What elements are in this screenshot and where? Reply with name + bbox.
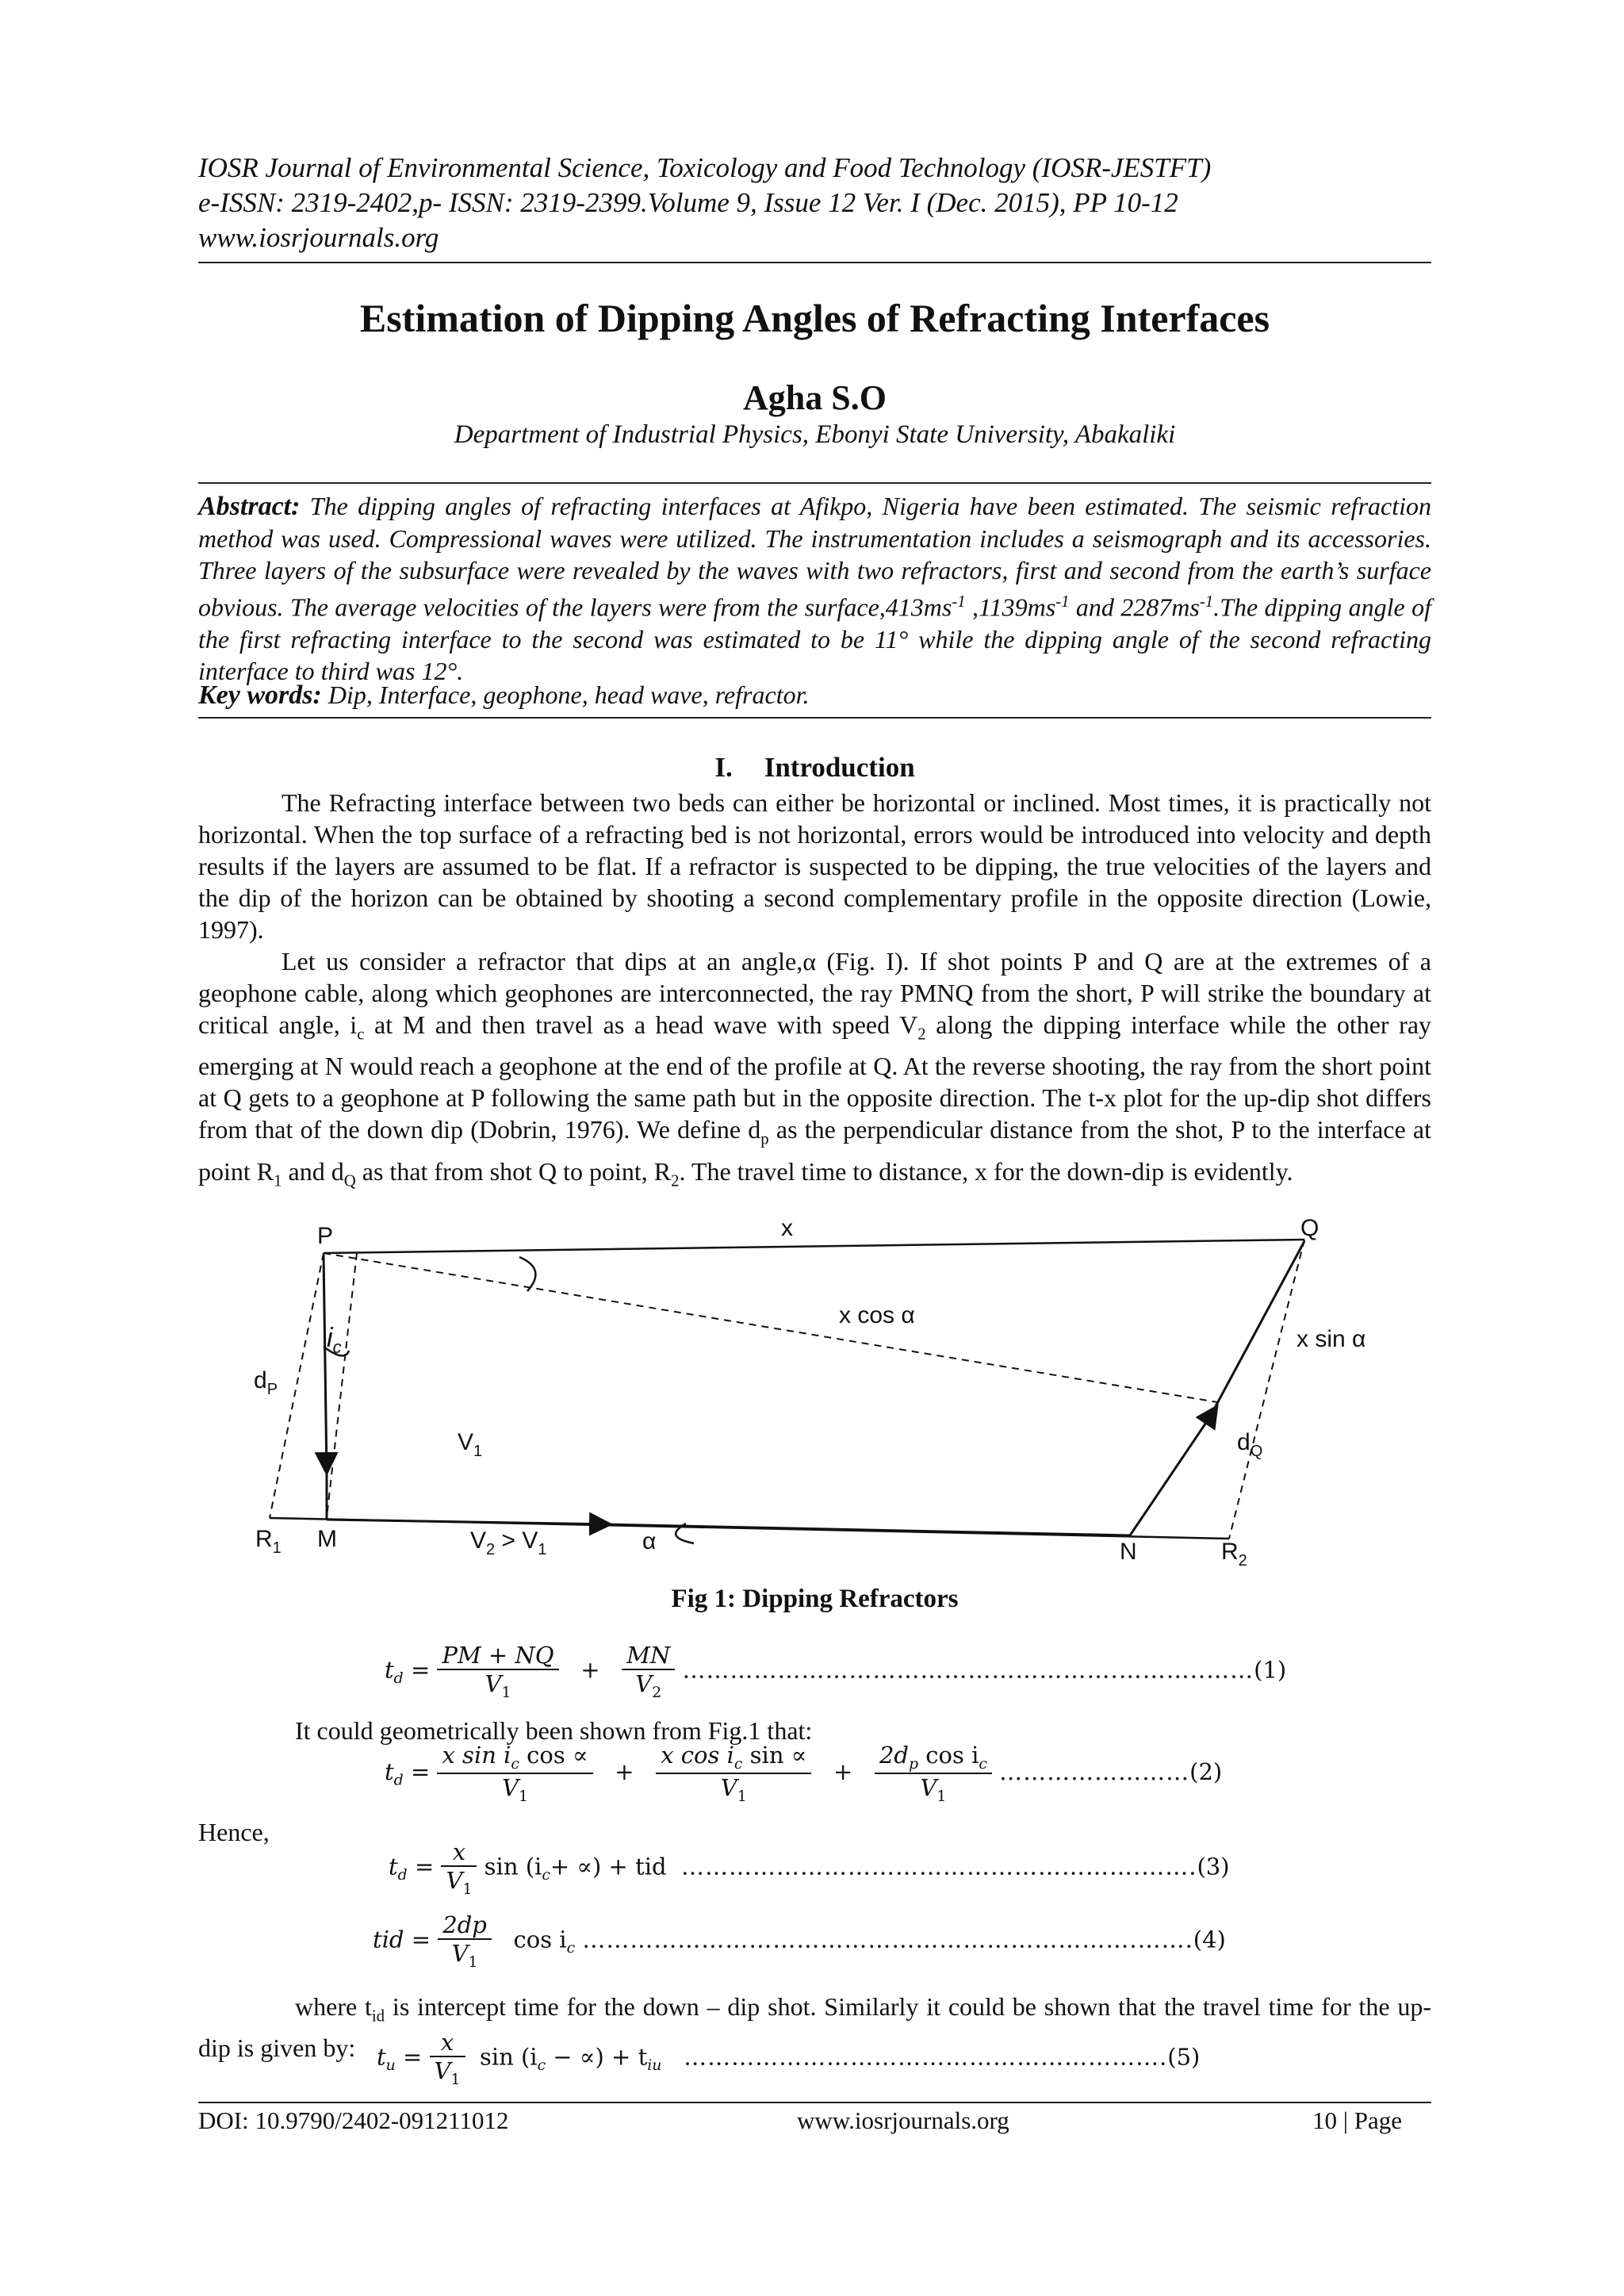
label-dp: $d_P$ bbox=[254, 1367, 278, 1398]
keywords: Key words: Dip, Interface, geophone, head wave, refractor. bbox=[198, 680, 810, 710]
label-dq: $d_Q$ bbox=[1237, 1429, 1263, 1460]
author-name: Agha S.O bbox=[743, 378, 887, 417]
author-affiliation: Department of Industrial Physics, Ebonyi State University, Abakaliki bbox=[454, 420, 1176, 449]
label-m: M bbox=[317, 1526, 337, 1552]
label-r1: $R_1$ bbox=[255, 1526, 282, 1557]
angle-arc-p bbox=[519, 1257, 535, 1291]
equation-2: $t_d$ = $\frac{x \sin i_c \cos \propto}{V_1}$ + $\frac{x \cos i_c \sin \propto}{V_1}$ + $\frac{2d_p \cos i_c}{V_1}$ ……………………(2) bbox=[385, 1742, 1223, 1805]
equation-5: $t_u$ = $\frac{x}{V_1}$ $\sin (i_c$ − ∝) + $t_{iu}$ …………………………………………………….(5) bbox=[377, 2029, 1201, 2088]
footer-website[interactable]: www.iosrjournals.org bbox=[797, 2106, 1009, 2134]
journal-name: IOSR Journal of Environmental Science, Toxicology and Food Technology (IOSR-JESTFT) bbox=[198, 152, 1212, 183]
label-n: N bbox=[1120, 1539, 1137, 1565]
keywords-label: Key words: bbox=[198, 680, 322, 710]
surface-line bbox=[324, 1240, 1304, 1253]
equation-1: $t_d$ = $\frac{PM + NQ}{V_1}$ + $\frac{MN}{V_2}$ ……………………………………………….………..……(1) bbox=[385, 1642, 1287, 1701]
intro-paragraph-2: Let us consider a refractor that dips at an angle,α (Fig. I). If shot points P and Q are at the extremes of a geophone cable, along which geophones are interconnected, the ray PMNQ from the short, P will strike the boundary at critical angle, $i_c$ at M and then travel as a head wave with speed $V_2$ along the dipping interface while the other ray emerging at N would reach a geophone at the end of the profile at Q. At the reverse shooting, the ray from the short point at Q gets to a geophone at P following the same path but in the opposite direction. The t-x plot for the up-dip shot differs from that of the down dip (Dobrin, 1976). We define $d_p$ as the perpendicular distance from the shot, P to the interface at point $R_1$ and $d_Q$ as that from shot Q to point, $R_2$. The travel time to distance, x for the down-dip is evidently. bbox=[198, 947, 1432, 1190]
label-p: P bbox=[317, 1223, 334, 1249]
label-q: Q bbox=[1300, 1215, 1320, 1241]
figure-caption: Fig 1: Dipping Refractors bbox=[671, 1585, 959, 1613]
paper-title: Estimation of Dipping Angles of Refracting Interfaces bbox=[359, 296, 1270, 340]
dipping-refractor-diagram bbox=[238, 1212, 1372, 1569]
label-ic: $i_c$ bbox=[327, 1323, 342, 1357]
footer-doi: DOI: 10.9790/2402-091211012 bbox=[198, 2106, 509, 2134]
dq-dashed-line bbox=[1229, 1240, 1304, 1539]
footer-rule bbox=[198, 2102, 1431, 2103]
journal-header bbox=[198, 151, 1435, 255]
label-x: x bbox=[781, 1215, 793, 1241]
xcos-dashed-line bbox=[324, 1253, 1217, 1402]
hence-text: Hence, bbox=[198, 1818, 270, 1846]
ray-mn bbox=[327, 1520, 611, 1524]
label-v1: $V_1$ bbox=[458, 1429, 483, 1460]
label-v2gtv1: $V_2 > V_1$ bbox=[470, 1527, 547, 1558]
ray-pm bbox=[324, 1255, 327, 1474]
label-xcos: x cos α bbox=[839, 1302, 915, 1328]
abstract-top-rule bbox=[198, 482, 1431, 484]
abstract-bottom-rule bbox=[198, 717, 1431, 719]
label-r2: $R_2$ bbox=[1221, 1539, 1247, 1569]
journal-issn: e-ISSN: 2319-2402,p- ISSN: 2319-2399.Volume 9, Issue 12 Ver. I (Dec. 2015), PP 10-12 bbox=[198, 187, 1178, 218]
journal-website: www.iosrjournals.org bbox=[198, 222, 439, 253]
equation-3: $t_d$ = $\frac{x}{V_1}$ $\sin (i_c+$ ∝) + tid ………………………………………………….…….(3) bbox=[389, 1838, 1230, 1898]
geometric-statement: It could geometrically been shown from Fig.1 that: bbox=[295, 1716, 813, 1745]
label-alpha: α bbox=[642, 1528, 657, 1554]
normal-dashed-line bbox=[327, 1253, 357, 1517]
intro-paragraph-1: The Refracting interface between two beds can either be horizontal or inclined. Most times, it is practically not horizontal. When the top surface of a refracting bed is not horizontal, errors would be introduced into velocity and depth results if the layers are assumed to be flat. If a refractor is suspected to be dipping, the true velocities of the layers and the dip of the horizon can be obtained by shooting a second complementary profile in the opposite direction (Lowie, 1997). bbox=[198, 788, 1431, 944]
abstract: Abstract: The dipping angles of refracting interfaces at Afikpo, Nigeria have been estimated. The seismic refraction method was used. Compressional waves were utilized. The instrumentation includes a seismograph and its accessories. Three layers of the subsurface were revealed by the waves with two refractors, first and second from the earth’s surface obvious. The average velocities of the layers were from the $surface,413ms^{-1}$ $,1139ms^{-1}$ and $2287ms^{-1}.The$ dipping angle of the first refracting interface to the second was estimated to be 11° while the dipping angle of the second refracting interface to third was 12°. bbox=[198, 492, 1432, 685]
ray-nq bbox=[1130, 1406, 1217, 1535]
equation-4: tid = $\frac{2dp}{V_1}$ $\cos i_c$ …………………………………………………………….…….(4) bbox=[373, 1911, 1226, 1971]
header-rule bbox=[198, 262, 1431, 263]
where-paragraph: where $t_{id}$ is intercept time for the down – dip shot. Similarly it could be shown that the travel time for the up-dip is given by: bbox=[198, 1992, 1432, 2063]
footer-page-number: 10 | Page bbox=[1312, 2106, 1402, 2134]
abstract-label: Abstract: bbox=[198, 492, 301, 521]
label-xsin: x sin α bbox=[1297, 1326, 1366, 1352]
dp-dashed-line bbox=[270, 1253, 324, 1518]
introduction-text bbox=[198, 787, 1431, 1197]
section-heading: I. Introduction bbox=[714, 752, 915, 783]
